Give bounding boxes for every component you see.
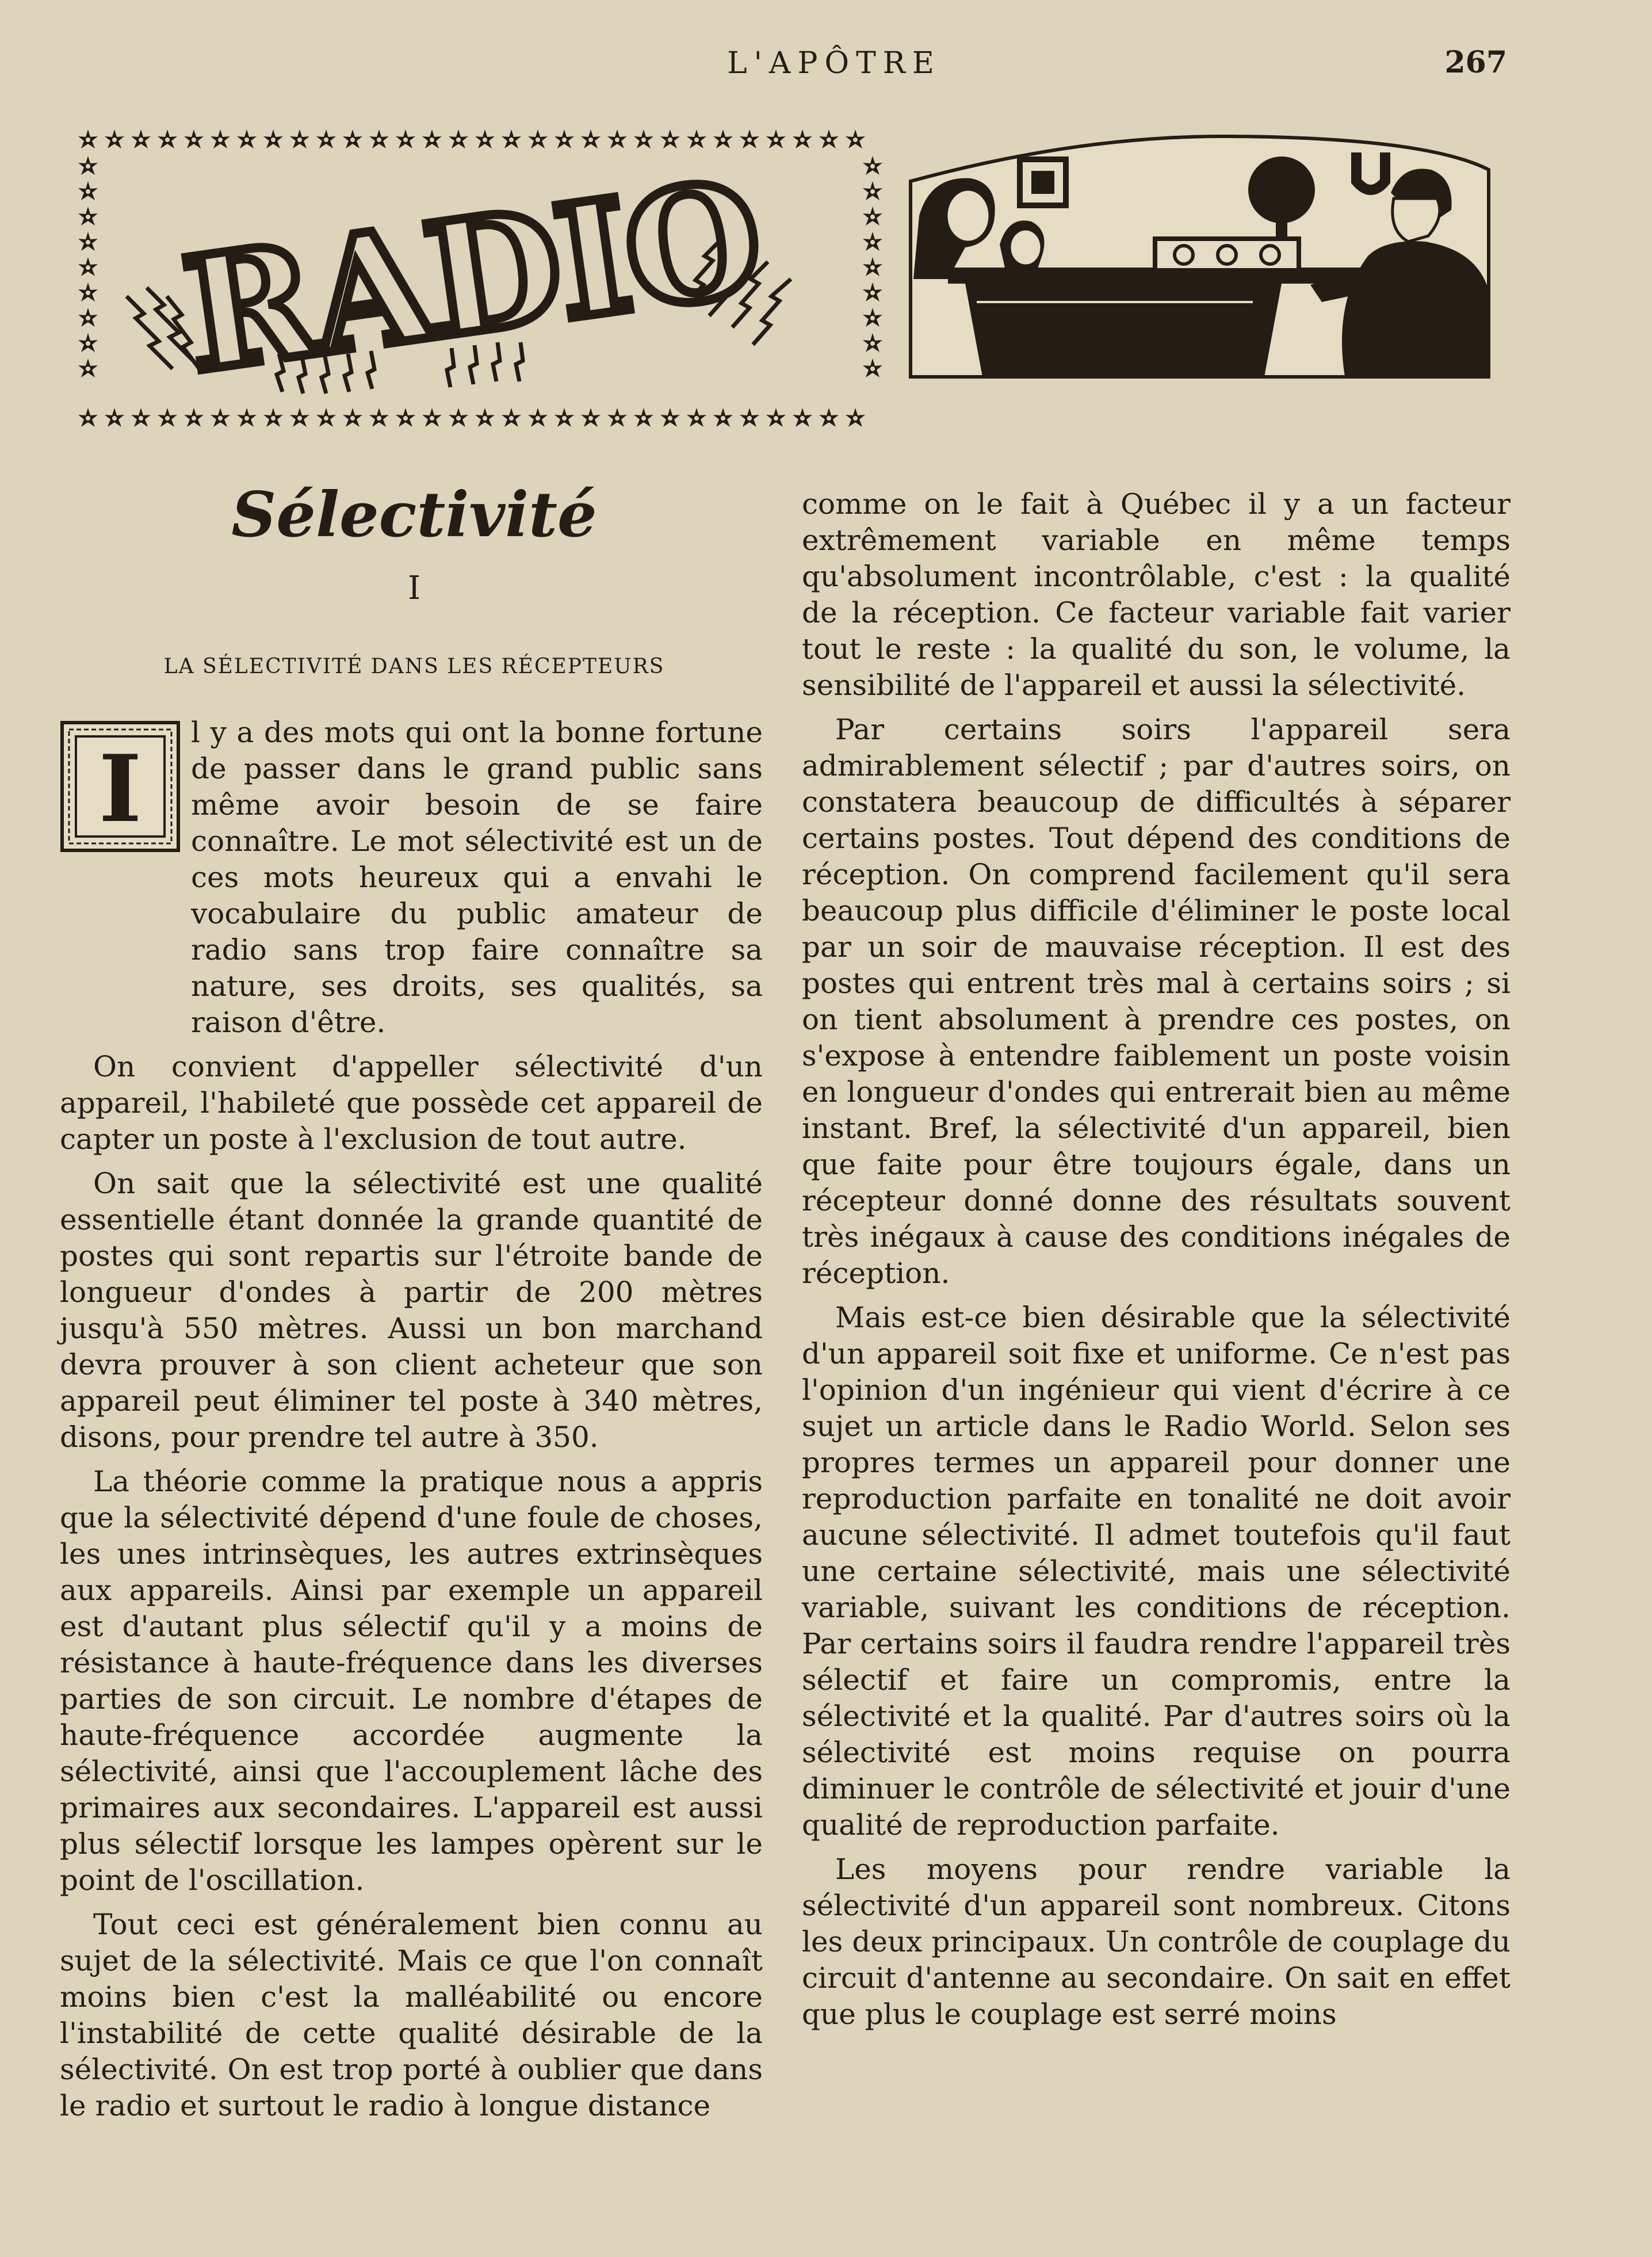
star-ornament xyxy=(846,129,865,148)
star-ornament xyxy=(343,129,362,148)
paragraph: Les moyens pour rendre variable la sélectivité d'un appareil sont nombreux. Citons les deux principaux. Un contrôle de couplage du circuit d'antenne au secondaire. On sait en effet que plus le couplage est serré moins xyxy=(802,1853,1510,2031)
star-ornament xyxy=(78,257,98,276)
star-ornament xyxy=(863,282,882,301)
star-ornament xyxy=(316,408,336,427)
star-ornament xyxy=(78,129,98,148)
star-ornament xyxy=(634,129,653,148)
star-ornament xyxy=(863,257,882,276)
right-column xyxy=(802,486,1510,2041)
section-heading: LA SÉLECTIVITÉ DANS LES RÉCEPTEURS xyxy=(163,655,665,678)
radio-banner xyxy=(72,124,889,434)
star-ornament xyxy=(449,408,468,427)
star-ornament xyxy=(607,129,627,148)
paragraph: Mais est-ce bien désirable que la sélectivité d'un appareil soit fixe et uniforme. Ce n'est pas l'opinion d'un ingénieur qui vient d'écrire à ce sujet un article dans le Radio World. Selon ses propres termes un appareil pour donner une reproduction parfaite en tonalité ne doit avoir aucune sélectivité. Il admet toutefois qu'il faut une certaine sélectivité, mais une sélectivité variable, suivant les conditions de réception. Par certains soirs il faudra rendre l'appareil très sélectif et faire un compromis, entre la sélectivité et la qualité. Par d'autres soirs où la sélectivité est moins requise on pourra diminuer le contrôle de sélectivité et jouir d'une qualité de reproduction parfaite. xyxy=(802,1301,1510,1842)
left-column xyxy=(60,715,763,2132)
star-ornament xyxy=(687,408,706,427)
paragraph: Par certains soirs l'appareil sera admirablement sélectif ; par d'autres soirs, on constatera beaucoup de difficultés à séparer certains postes. Tout dépend des conditions de réception. On comprend facilement qu'il sera beaucoup plus difficile d'éliminer le poste local par un soir de mauvaise réception. Il est des postes qui entrent très mal à certains soirs ; si on tient absolument à prendre ces postes, on s'expose à entendre faiblement un poste voisin en longueur d'ondes qui entrerait bien au même instant. Bref, la sélectivité d'un appareil, bien que faite pour être toujours égale, dans un récepteur donné donne des résultats souvent très inégaux à cause des conditions inégales de réception. xyxy=(802,713,1510,1290)
star-ornament xyxy=(502,129,521,148)
star-ornament xyxy=(863,232,882,251)
article-title: Sélectivité xyxy=(231,479,597,551)
star-ornament xyxy=(158,129,177,148)
drop-cap-letter: I xyxy=(98,735,142,843)
paragraph: On sait que la sélectivité est une qualité essentielle étant donnée la grande quantité de postes qui sont repartis sur l'étroite bande de longueur d'ondes à partir de 200 mètres jusqu'à 550 mètres. Aussi un bon marchand devra prouver à son client acheteur que son appareil peut éliminer tel poste à 340 mètres, disons, pour prendre tel autre à 350. xyxy=(60,1167,763,1454)
page-number: 267 xyxy=(1444,45,1507,80)
star-ornament xyxy=(78,358,98,377)
paragraph: l y a des mots qui ont la bonne fortune de passer dans le grand public sans même avoir besoin de se faire connaître. Le mot sélectivité est un de ces mots heureux qui a envahi le vocabulaire du public amateur de radio sans trop faire connaître sa nature, ses droits, ses qualités, sa raison d'être. xyxy=(191,716,763,1039)
star-ornament xyxy=(184,129,204,148)
star-ornament xyxy=(369,408,389,427)
star-ornament xyxy=(502,408,521,427)
star-ornament xyxy=(290,129,309,148)
star-ornament xyxy=(863,207,882,226)
star-ornament xyxy=(846,408,865,427)
star-ornament xyxy=(131,129,151,148)
star-ornament xyxy=(449,129,468,148)
star-ornament xyxy=(263,129,283,148)
star-ornament xyxy=(819,129,839,148)
star-ornament xyxy=(131,408,151,427)
star-ornament xyxy=(105,408,124,427)
star-ornament xyxy=(184,408,204,427)
star-ornament xyxy=(316,129,336,148)
star-ornament xyxy=(607,408,627,427)
star-ornament xyxy=(863,333,882,352)
star-ornament xyxy=(766,129,786,148)
star-ornament xyxy=(78,232,98,251)
star-ornament xyxy=(343,408,362,427)
star-ornament xyxy=(528,129,548,148)
star-ornament xyxy=(396,408,415,427)
star-ornament xyxy=(105,129,124,148)
star-ornament xyxy=(713,129,733,148)
star-ornament xyxy=(581,129,601,148)
star-ornament xyxy=(660,129,680,148)
star-ornament xyxy=(78,207,98,226)
star-ornament xyxy=(78,308,98,327)
star-ornament xyxy=(422,408,442,427)
star-ornament xyxy=(863,156,882,175)
running-head-title: L'APÔTRE xyxy=(727,46,941,81)
radio-word: RADIO xyxy=(174,146,770,407)
star-ornament xyxy=(369,129,389,148)
star-ornament xyxy=(766,408,786,427)
star-ornament xyxy=(290,408,309,427)
star-ornament xyxy=(528,408,548,427)
star-ornament xyxy=(740,408,759,427)
star-ornament xyxy=(687,129,706,148)
star-ornament xyxy=(78,333,98,352)
star-ornament xyxy=(863,181,882,200)
star-ornament xyxy=(78,282,98,301)
star-ornament xyxy=(863,308,882,327)
paragraph: La théorie comme la pratique nous a appris que la sélectivité dépend d'une foule de choses, les unes intrinsèques, les autres extrinsèques aux appareils. Ainsi par exemple un appareil est d'autant plus sélectif qu'il y a moins de résistance à haute-fréquence dans les diverses parties de son circuit. Le nombre d'étapes de haute-fréquence accordée augmente la sélectivité, ainsi que l'accouplement lâche des primaires aux secondaires. L'appareil est aussi plus sélectif lorsque les lampes opèrent sur le point de l'oscillation. xyxy=(60,1465,763,1897)
star-ornament xyxy=(78,181,98,200)
star-ornament xyxy=(555,129,574,148)
star-ornament xyxy=(863,358,882,377)
star-ornament xyxy=(713,408,733,427)
star-ornament xyxy=(78,408,98,427)
star-ornament xyxy=(660,408,680,427)
paragraph: On convient d'appeller sélectivité d'un appareil, l'habileté que possède cet appareil de capter un poste à l'exclusion de tout autre. xyxy=(60,1050,763,1156)
paragraph: Tout ceci est généralement bien connu au sujet de la sélectivité. Mais ce que l'on connaît moins bien c'est la malléabilité ou encore l'instabilité de cette qualité désirable de la sélectivité. On est trop porté à oublier que dans le radio et surtout le radio à longue distance xyxy=(60,1908,763,2122)
star-ornament xyxy=(555,408,574,427)
star-ornament xyxy=(793,408,812,427)
family-listening-radio-illustration xyxy=(908,129,1500,400)
star-ornament xyxy=(475,408,495,427)
star-ornament xyxy=(422,129,442,148)
star-ornament xyxy=(581,408,601,427)
star-ornament xyxy=(78,156,98,175)
star-ornament xyxy=(634,408,653,427)
star-ornament xyxy=(396,129,415,148)
star-ornament xyxy=(475,129,495,148)
star-ornament xyxy=(211,408,230,427)
star-ornament xyxy=(237,129,257,148)
star-ornament xyxy=(211,129,230,148)
star-ornament xyxy=(819,408,839,427)
star-ornament xyxy=(158,408,177,427)
paragraph: comme on le fait à Québec il y a un facteur extrêmement variable en même temps qu'absolument incontrôlable, c'est : la qualité de la réception. Ce facteur variable fait varier tout le reste : la qualité du son, le volume, la sensibilité de l'appareil et aussi la sélectivité. xyxy=(802,487,1510,702)
star-ornament xyxy=(793,129,812,148)
star-ornament xyxy=(237,408,257,427)
star-ornament xyxy=(263,408,283,427)
section-number: I xyxy=(407,570,421,607)
